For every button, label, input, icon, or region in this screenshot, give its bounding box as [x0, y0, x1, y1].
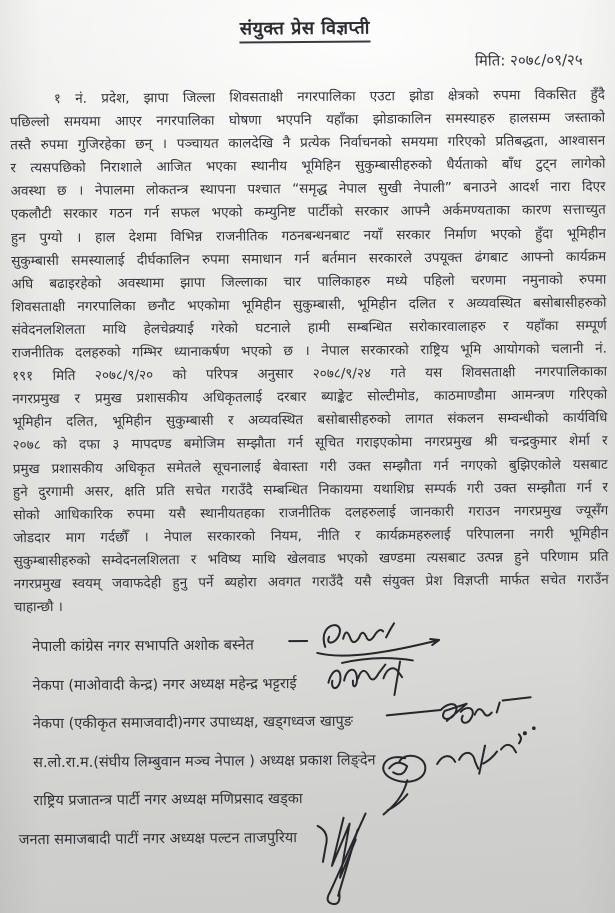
body-line: २०७८ को दफा ३ मापदण्ड बमोजिम सम्झौता गर्न सूचित गराइएकोमा नगरप्रमुख श्री चन्द्रकुमार शेर्मा र: [12, 433, 608, 454]
signatory-row: [33, 738, 590, 781]
signatory-row: [19, 815, 591, 858]
title-row: [0, 14, 612, 46]
body-line: हुने दुरगामी असर, क्षति प्रति सचेत गराउँदै सम्बन्धित निकायमा यथाशिघ्र सम्पर्क गरी उक्त सम्झौता गर्न र: [12, 479, 609, 500]
body-line: पछिल्लो समयमा आएर नगरपालिका घोषणा भएपनि यहाँका झोडाकालिन समस्याहरु हालसम्म जस्ताको: [10, 109, 606, 131]
body-line: शिवसताक्षी नगरपालिका छनौट भएकोमा भूमिहीन सुकुम्बासी, भूमिहीन दलित र अव्यवस्थित बसोबासीहरुको: [11, 294, 607, 316]
page-title: संयुक्त प्रेस विज्ञप्ती: [240, 15, 370, 43]
body-line: अघि बढाइरहेको अवस्थामा झापा जिल्लाका चार पालिकाहरु मध्ये पहिलो चरणमा नमुनाको रुपमा: [11, 271, 607, 293]
signatory-label: स.लो.रा.म.(संघीय लिम्बुवान मञ्च नेपाल ) अध्यक्ष प्रकाश लिङ्देन: [33, 752, 376, 772]
body-line: प्रमुख प्रशासकीय अधिकृत समेतले सूचनालाई बेवास्ता गरी उक्त सम्झौता गर्न नगएको बुझिएकोले यसबाट: [12, 456, 608, 477]
body-line: जोडदार माग गर्दछौँ । नेपाल सरकारको नियम, नीति र कार्यक्रमहरुलाई परिपालना नगरी भूमिहीन: [13, 525, 609, 547]
signatory-label: नेकपा (माओवादी केन्द्र) नगर अध्यक्ष महेन्द्र भट्टराई: [32, 676, 297, 695]
signatory-list: [18, 623, 591, 858]
signatory-label: नेकपा (एकीकृत समाजवादी)नगर उपाध्यक्ष, खड्गध्वज खापुङ: [32, 714, 354, 733]
body-paragraph: [10, 84, 609, 620]
date-label: मिति: २०७८/०९/२५: [474, 50, 583, 70]
body-line: राजनीतिक दलहरुको गम्भिर ध्यानाकर्षण भएको छ । नेपाल सरकारको राष्ट्रिय भूमि आयोगको चलानी नं.: [11, 340, 607, 362]
body-line: अवस्था छ । नेपालमा लोकतन्त्र स्थापना पश्चात “समृद्ध नेपाल सुखी नेपाली” बनाउने आदर्श नारा दिएर: [10, 179, 606, 200]
body-line: सोको आधिकारिक रुपमा यसै स्थानीयतहका राजनीतिक दलहरुलाई जानकारी गराउन नगरप्रमुख ज्यूसँग: [13, 502, 609, 524]
body-line: संवेदनलशिलता माथि हेलचेक्र्याई गरेको घटनाले हामी सम्बन्धित सरोकारवालाहरु र यहाँका सम्पूर्ण: [11, 317, 607, 339]
body-line: एकलौटी सरकार गठन गर्न सफल भएको कम्युनिष्ट पार्टीको सरकार आफ्नै अर्कमण्यताका कारण सत्ताच्युत: [10, 202, 606, 223]
signatory-label: जनता समाजबादी पाटीं नगर अध्यक्ष पल्टन ताजपुरिया: [18, 830, 298, 849]
handwritten-signature-icon: [324, 652, 442, 699]
signatory-row: [32, 623, 589, 666]
handwritten-signature-icon: [311, 781, 398, 904]
handwritten-signature-icon: [433, 723, 545, 782]
body-line: सुकुम्बासी समस्यालाई दीर्घकालिन रुपमा समाधान गर्न बर्तमान सरकारले उपयूक्त ढंगबाट आफ्नो कार्यक्रम: [11, 248, 607, 269]
body-line: तस्तै रुपमा गुजिरहेका छन् । पञ्चायत कालदेखि नै प्रत्येक निर्वाचनको समयमा गरिएको प्रतिबद्धता, आश्वासन: [10, 132, 606, 154]
body-line: र त्यसपछिको निराशाले आजित भएका स्थानीय भूमिहिन सुकुम्बासीहरुको धैर्यताको बाँध टुट्न लागेको: [10, 155, 606, 177]
body-line: भूमिहीन दलित, भूमिहीन सुकुम्बासी र अव्यवस्थित बसोबासीहरुको लागत संकलन सम्वन्धीको कार्यविधि: [12, 409, 608, 431]
body-line: हुन पुग्यो । हाल देशमा विभिन्न राजनीतिक गठनबन्धनबाट नयाँ सरकार निर्माण भएको हुँदा भूमिहीन: [10, 225, 607, 246]
body-line: १९१ मिति २०७८/९/२० को परिपत्र अनुसार २०७८/९/२४ गते यस शिवसताक्षी नगरपालिकाका: [12, 363, 608, 385]
signatory-label: नेपाली कांग्रेस नगर सभापति अशोक बस्नेत: [32, 637, 254, 656]
body-line: चाहान्छौ ।: [13, 598, 63, 616]
body-line: नगरप्रमुख स्वयम् जवाफदेही हुनु पर्ने ब्यहोरा अवगत गराउँदै यसै संयुक्त प्रेश विज्ञप्ती मार्फत सचेत गराउँन: [13, 571, 609, 593]
body-line: सुकुम्बासीहरुको सम्वेदनलशिलता र भविष्य माथि खेलवाड भएको खण्डमा त्यसबाट उत्पन्न हुने परिणाम प्रति: [13, 548, 609, 570]
body-line: १ नं. प्रदेश, झापा जिल्ला शिवसताक्षी नगरपालिका एउटा झोडा क्षेत्रको रुपमा विकसित हुँदै: [53, 86, 605, 107]
signatory-label: राष्ट्रिय प्रजातन्त्र पार्टी नगर अध्यक्ष मणिप्रसाद खड्का: [33, 791, 303, 810]
body-line: नगरप्रमुख र प्रमुख प्रशासकीय अधिकृतलाई दरबार ब्याङ्केट सोल्टीमोड, काठमाण्डौमा आमन्त्रण गरिएको: [12, 386, 608, 408]
